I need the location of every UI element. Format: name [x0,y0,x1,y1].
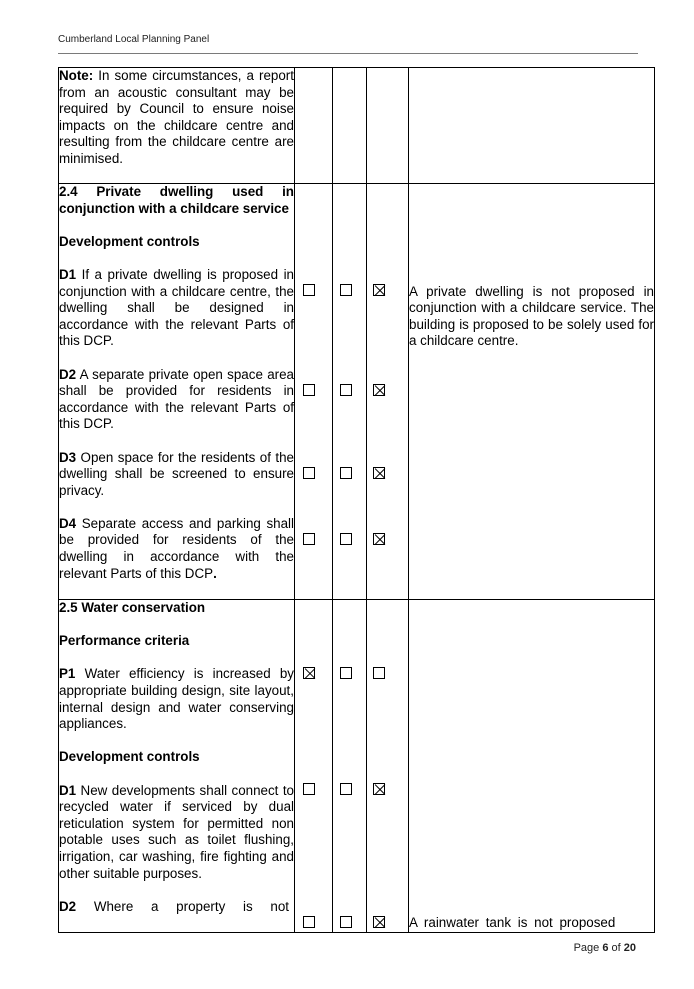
checkbox-d3-no[interactable] [340,467,352,479]
na-cell [367,600,409,933]
yes-cell [295,68,333,184]
comment-cell [409,68,655,184]
checkbox-p1-yes-checked[interactable] [303,667,315,679]
comment-text: A private dwelling is not proposed in conjunction with a childcare service. The building is proposed to be solely used for a childcare centre. [409,283,654,349]
no-cell [333,184,367,600]
control-cell [59,68,295,184]
checkbox-d1-no[interactable] [340,284,352,296]
na-cell [367,68,409,184]
section-heading: 2.4 Private dwelling used in conjunction with a childcare service [59,184,294,216]
page-number: Page 6 of 20 [573,942,636,954]
control-d3: D3 Open space for the residents of the dwelling shall be screened to ensure privacy. [59,449,294,498]
control-cell [59,600,295,933]
checkbox-d1-no[interactable] [340,783,352,795]
yes-cell [295,184,333,600]
criteria-p1: P1 Water efficiency is increased by appropriate building design, site layout, internal design and water conserving appliances. [59,666,294,732]
checkbox-d4-no[interactable] [340,533,352,545]
compliance-table [58,67,655,933]
subheading: Performance criteria [59,633,190,649]
control-cell [59,184,295,600]
subheading: Development controls [59,233,200,249]
checkbox-d1-na-checked[interactable] [373,284,385,296]
table-row [59,600,655,933]
control-d1: D1 If a private dwelling is proposed in conjunction with a childcare centre, the dwelling shall be designed in accordance with the relevant Parts of this DCP. [59,266,294,349]
checkbox-p1-no[interactable] [340,667,352,679]
comment-text: A rainwater tank is not proposed [409,915,616,930]
section-heading: 2.5 Water conservation [59,600,206,615]
control-d1: D1 New developments shall connect to recycled water if serviced by dual reticulation system for permitted non potable uses such as toilet flushing, irrigation, car washing, fire fighting and other suitable purposes. [59,782,294,881]
header-divider [58,53,638,54]
checkbox-d1-yes[interactable] [303,284,315,296]
yes-cell [295,600,333,933]
checkbox-d1-na-checked[interactable] [373,783,385,795]
checkbox-d3-yes[interactable] [303,467,315,479]
checkbox-d2-na-checked[interactable] [373,384,385,396]
checkbox-d1-yes[interactable] [303,783,315,795]
checkbox-d2-yes[interactable] [303,384,315,396]
control-d4: D4 Separate access and parking shall be provided for residents of the dwelling in accordance with the relevant Parts of this DCP. [59,515,294,581]
na-cell [367,184,409,600]
checkbox-d2-yes[interactable] [303,916,315,928]
checkbox-d3-na-checked[interactable] [373,467,385,479]
table-row [59,184,655,600]
page-header: Cumberland Local Planning Panel [58,34,210,45]
comment-cell [409,184,655,600]
no-cell [333,68,367,184]
checkbox-d2-no[interactable] [340,384,352,396]
checkbox-d4-na-checked[interactable] [373,533,385,545]
control-d2: D2 Where a property is not [59,898,290,914]
note-label: Note: [59,68,94,83]
control-d2: D2 A separate private open space area shall be provided for residents in accordance with the relevant Parts of this DCP. [59,366,294,432]
subheading: Development controls [59,749,200,765]
note-text: In some circumstances, a report from an acoustic consultant may be required by Council to ensure noise impacts on the childcare centre and resulting from the childcare centre are minimised. [59,68,294,166]
checkbox-d2-no[interactable] [340,916,352,928]
comment-cell [409,600,655,933]
table-row [59,68,655,184]
no-cell [333,600,367,933]
checkbox-p1-na[interactable] [373,667,385,679]
checkbox-d4-yes[interactable] [303,533,315,545]
checkbox-d2-na-checked[interactable] [373,916,385,928]
